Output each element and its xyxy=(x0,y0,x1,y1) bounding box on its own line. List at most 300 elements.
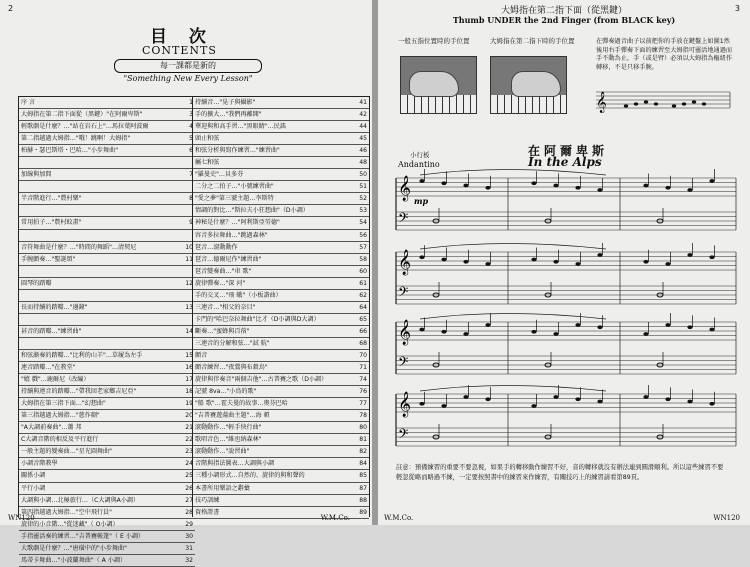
toc-entry-title: 一般主題的變奏曲…"星光圓舞曲" xyxy=(21,448,112,456)
toc-entry-title: 頭止和弦 xyxy=(195,135,220,143)
toc-entry-page: 70 xyxy=(359,351,367,359)
toc-entry-page: 65 xyxy=(359,315,367,323)
note-head xyxy=(553,332,558,336)
toc-row xyxy=(193,266,369,278)
piece-title-en: In the Alps xyxy=(528,155,602,169)
toc-entry-title: "羅曼史"…貝多芬 xyxy=(195,171,244,179)
toc-row xyxy=(19,434,195,446)
toc-entry-page: 78 xyxy=(359,412,367,420)
note-head xyxy=(575,323,580,327)
toc-entry-page: 32 xyxy=(185,556,193,564)
toc-entry-page: 18 xyxy=(185,388,193,396)
toc-entry-title: 大姆指在第三指下面…"幻想曲" xyxy=(21,400,106,408)
toc-entry-page: 4 xyxy=(189,123,193,131)
toc-entry-title: 連音踏瓣…"在教堂" xyxy=(21,364,76,372)
bass-clef-icon: 𝄢 xyxy=(398,284,409,303)
note-head xyxy=(485,186,490,190)
toc-entry-page: 15 xyxy=(185,351,193,359)
toc-entry-page: 76 xyxy=(359,388,367,396)
toc-entry-page: 1 xyxy=(189,99,193,106)
toc-row xyxy=(19,519,195,531)
toc-row xyxy=(19,362,195,374)
note-head xyxy=(575,186,580,190)
toc-entry-page: 41 xyxy=(359,99,367,106)
toc-entry-title: 滾動動作…"說習曲" xyxy=(195,448,250,456)
note-head xyxy=(441,330,446,334)
toc-entry-page: 20 xyxy=(185,412,193,420)
footer-publisher: W.M.Co. xyxy=(320,514,350,522)
toc-entry-page: 8 xyxy=(189,195,193,203)
toc-entry-page: 23 xyxy=(185,448,193,456)
toc-entry-title: 旋律彈奏…"深 河" xyxy=(195,279,246,287)
toc-row xyxy=(19,350,195,362)
treble-clef-icon: 𝄞 xyxy=(398,392,412,417)
note-head xyxy=(597,325,602,329)
toc-row xyxy=(193,133,369,145)
toc-entry-title: 大姆指在第二指下面從（黑鍵）"在阿爾卑斯" xyxy=(21,111,143,119)
toc-row xyxy=(193,422,369,434)
contents-title: 目 次 xyxy=(150,27,214,47)
note-head xyxy=(553,395,558,399)
toc-entry-page: 81 xyxy=(359,436,367,444)
toc-entry-title: 本書所用樂語之辭彙 xyxy=(195,484,250,492)
right-page xyxy=(378,0,750,525)
slur xyxy=(420,244,606,250)
toc-row xyxy=(19,242,195,254)
toc-entry-title: 屬七和弦 xyxy=(195,159,220,167)
toc-entry-title: 資格證書 xyxy=(195,508,220,516)
toc-entry-page: 42 xyxy=(359,111,367,119)
music-score xyxy=(396,166,736,462)
note-head xyxy=(575,397,580,401)
toc-row xyxy=(19,181,195,193)
note-head xyxy=(575,262,580,266)
toc-row xyxy=(193,145,369,157)
note-head xyxy=(531,258,536,262)
toc-row xyxy=(193,109,369,121)
toc-row xyxy=(193,338,369,350)
toc-entry-title: 第二指越過大姆指…"哦！跳啊！大姆指" xyxy=(21,135,131,143)
toc-entry-page: 25 xyxy=(185,472,193,480)
toc-row xyxy=(193,434,369,446)
toc-entry-title: 手指靈活奏的練習…"吉普賽帳篷"（ E 小調） xyxy=(21,532,145,540)
toc-row xyxy=(193,278,369,290)
toc-entry-page: 52 xyxy=(359,195,367,203)
note-head xyxy=(441,404,446,408)
slur xyxy=(420,170,606,176)
toc-entry-page: 56 xyxy=(359,231,367,239)
lesson-title-en: Thumb UNDER the 2nd Finger (from BLACK key) xyxy=(452,15,676,25)
lesson-title: 大姆指在第二指下面（從黑鍵） xyxy=(500,6,627,16)
grand-staff-system xyxy=(396,385,736,446)
toc-row xyxy=(19,470,195,482)
toc-row xyxy=(193,495,369,507)
toc-entry-page: 53 xyxy=(359,207,367,215)
toc-row xyxy=(19,254,195,266)
tempo-chinese: 小行板 xyxy=(410,151,430,159)
toc-entry-page: 80 xyxy=(359,424,367,432)
toc-entry-page: 17 xyxy=(185,376,193,384)
toc-row xyxy=(19,109,195,121)
note-head xyxy=(643,184,648,188)
toc-row xyxy=(19,543,195,555)
toc-entry-title: 卡門的"哈巴奈拉舞曲"比才（D小調與D大調） xyxy=(195,315,320,323)
toc-entry-page: 82 xyxy=(359,448,367,456)
toc-row xyxy=(193,290,369,302)
toc-entry-title: "嬉 戲"…鹿爾尼（改編） xyxy=(21,376,90,384)
treble-clef-icon: 𝄞 xyxy=(398,250,412,275)
hand-position-photo-2 xyxy=(490,56,567,114)
slur xyxy=(420,386,606,392)
left-page xyxy=(0,0,372,564)
toc-row xyxy=(193,362,369,374)
piece-title-cn: 在阿爾卑斯 xyxy=(528,144,609,158)
toc-entry-page: 30 xyxy=(185,532,193,540)
toc-entry-title xyxy=(21,314,181,325)
toc-row xyxy=(19,193,195,205)
note-head xyxy=(709,328,714,332)
toc-entry-title: 二分之二拍子…"小號練習曲" xyxy=(195,183,274,191)
toc-entry-title: 大歌劇是什麼？…"唐璜中的"小步舞曲" xyxy=(21,544,127,552)
motto-banner: 每一課都是新的 xyxy=(114,59,262,73)
toc-entry-title xyxy=(21,290,181,301)
toc-entry-title: 音符舞曲是什麼？…"時間的舞蹈"…清契尼 xyxy=(21,243,137,251)
toc-entry-title: 和弦漸奏的踏瓣…"比利的山羊"…草履為左手 xyxy=(21,351,143,359)
toc-entry-page: 51 xyxy=(359,183,367,191)
toc-row xyxy=(193,193,369,205)
note-head xyxy=(709,402,714,406)
toc-entry-page: 45 xyxy=(359,135,367,143)
exercise-explanation: 在彈奏過音曲子以前把你的手放在鍵盤上如圖1然後用右手彈奏下面的練習至大姆指可靈活地通過而手不動為止，手（或是臂）必須以大姆指為樞紐作轉移，不是只移手腕。 xyxy=(596,38,733,71)
note-head xyxy=(419,179,424,183)
toc-entry-title: 三種小調形式…自然的、旋律的與和聲的 xyxy=(195,472,305,480)
photo-caption-1: 一般五指位置時的手位置 xyxy=(398,37,470,45)
note-head xyxy=(643,395,648,399)
toc-entry-title: 旋律的小音階…"從迷藏"（ O小調） xyxy=(21,520,119,528)
toc-entry-title: 技巧訓練 xyxy=(195,496,220,504)
toc-entry-page: 60 xyxy=(359,267,367,275)
note-head xyxy=(665,397,670,401)
toc-entry-page: 46 xyxy=(359,147,367,155)
note-head xyxy=(531,330,536,334)
toc-entry-title: 琶音…滾動動作 xyxy=(195,243,238,251)
toc-row xyxy=(19,338,195,350)
toc-row xyxy=(193,217,369,229)
toc-entry-title: 大調與小調…北極旅行…（C大調與A小調） xyxy=(21,496,140,504)
toc-entry-page: 24 xyxy=(185,460,193,468)
toc-entry-page: 11 xyxy=(185,255,193,263)
toc-row xyxy=(19,446,195,458)
toc-entry-title: 持續與連音的踏瓣…"帶我回老家鄉吉尼亞" xyxy=(21,388,137,396)
toc-entry-page: 21 xyxy=(185,424,193,432)
toc-entry-title: 長而持續的踏瓣…"邊鐘" xyxy=(21,303,88,311)
toc-entry-page: 3 xyxy=(189,111,193,119)
toc-entry-title: 記號 8va…"小鳥的歌" xyxy=(195,388,257,396)
grand-staff-system xyxy=(396,313,736,374)
toc-row xyxy=(193,97,369,109)
toc-row xyxy=(19,205,195,217)
toc-row xyxy=(19,495,195,507)
toc-entry-page: 54 xyxy=(359,219,367,227)
toc-row xyxy=(19,422,195,434)
toc-row xyxy=(19,507,195,519)
toc-entry-title: 情調的對比…"斯拉夫小狂想曲"（D小調） xyxy=(195,207,309,215)
toc-entry-title: 音階與指法圖表…大調與小調 xyxy=(195,460,275,468)
toc-row xyxy=(19,133,195,145)
toc-row xyxy=(193,398,369,410)
toc-row xyxy=(193,350,369,362)
motto-subtitle: "Something New Every Lesson" xyxy=(123,74,253,83)
toc-entry-page: 13 xyxy=(185,303,193,311)
practice-note: 註意：預備練習的重要不要忽視，如果手的轉移動作練習不好，音的轉移就沒有辦法連到圓滑順利。所以這些練習不要輕忽從略而略過不練，一定要按照書中的練習來作練習，有關技巧上的練習請看第89頁。 xyxy=(396,464,724,481)
toc-row xyxy=(193,205,369,217)
toc-row xyxy=(19,145,195,157)
page-number: 2 xyxy=(8,4,14,13)
toc-row xyxy=(19,169,195,181)
toc-row xyxy=(19,314,195,326)
grand-staff-system xyxy=(396,243,736,304)
slur xyxy=(420,314,606,320)
toc-entry-title: 圓琴的踏瓣 xyxy=(21,279,52,287)
toc-row xyxy=(193,458,369,470)
toc-entry-page: 16 xyxy=(185,364,193,372)
toc-entry-page: 57 xyxy=(359,243,367,251)
toc-row xyxy=(19,326,195,338)
toc-entry-page: 14 xyxy=(185,327,193,335)
toc-entry-title: 手的交叉…"飛 蛾"（小板諧曲） xyxy=(195,291,282,299)
toc-entry-page: 62 xyxy=(359,291,367,299)
toc-entry-page: 28 xyxy=(185,508,193,516)
toc-column-right xyxy=(192,96,370,517)
toc-entry-page: 85 xyxy=(359,472,367,480)
toc-entry-title: 琶音變奏曲…"車 歌" xyxy=(195,267,252,275)
note-head xyxy=(419,328,424,332)
toc-entry-page: 48 xyxy=(359,159,367,167)
note-head xyxy=(441,181,446,185)
toc-entry-title: 序 言 xyxy=(21,99,36,106)
note-head xyxy=(643,260,648,264)
toc-entry-page: 19 xyxy=(185,400,193,408)
toc-row xyxy=(19,97,195,109)
toc-entry-page: 77 xyxy=(359,400,367,408)
toc-entry-page: 89 xyxy=(359,508,367,516)
note-head xyxy=(687,400,692,404)
toc-entry-page: 66 xyxy=(359,327,367,335)
toc-entry-page: 10 xyxy=(185,243,193,251)
toc-entry-page: 7 xyxy=(189,171,193,179)
note-head xyxy=(531,181,536,185)
toc-entry-title: 滾動動作…"輕手快行曲" xyxy=(195,424,262,432)
toc-entry-title: 常用拍子…"農村蚊畫" xyxy=(21,219,82,227)
toc-entry-page: 6 xyxy=(189,147,193,155)
toc-entry-title: "吉普賽遊蕩曲主題"…海 頓 xyxy=(195,412,270,420)
toc-entry-page: 29 xyxy=(185,520,193,528)
toc-entry-page: 31 xyxy=(185,544,193,552)
toc-entry-page: 61 xyxy=(359,279,367,287)
toc-row xyxy=(193,254,369,266)
toc-entry-title: "愛之夢"第三號主題…李斯特 xyxy=(195,195,274,203)
toc-entry-page: 22 xyxy=(185,436,193,444)
toc-entry-title: 三連音的分解和弦…"試 航" xyxy=(195,339,270,347)
toc-entry-title: 手腕顫奏…"聖誕頌" xyxy=(21,255,76,263)
toc-row xyxy=(193,157,369,169)
toc-row xyxy=(193,326,369,338)
toc-entry-title: 華迎與和高手習…"黑眼睛"…民謠 xyxy=(195,123,286,131)
bass-clef-icon: 𝄢 xyxy=(398,210,409,229)
hand-position-photo-1 xyxy=(400,56,477,114)
toc-entry-title: 神秘是什麼？…"阿利斯亞勞德" xyxy=(195,219,280,227)
note-head xyxy=(687,325,692,329)
toc-entry-title: 容音多拉舞曲…"跳過森林" xyxy=(195,231,268,239)
toc-entry-title: 旋律與伴奏音"兩個吉他"…古普賽之歌（D小調） xyxy=(195,376,328,384)
exercise-staff xyxy=(594,84,734,126)
toc-row xyxy=(19,302,195,314)
toc-row xyxy=(19,121,195,133)
toc-entry-title xyxy=(21,157,181,168)
toc-entry-page: 50 xyxy=(359,171,367,179)
toc-entry-page: 9 xyxy=(189,219,193,227)
toc-row xyxy=(193,302,369,314)
note-head xyxy=(665,186,670,190)
note-head xyxy=(553,184,558,188)
tempo-marking: Andantino xyxy=(398,160,440,169)
page-number: 3 xyxy=(734,4,740,13)
toc-entry-title: 斷奏…"蜜蜂與百蓿" xyxy=(195,327,250,335)
toc-entry-title: 和弦分析與寫作練習…"練習曲" xyxy=(195,147,280,155)
toc-entry-title xyxy=(21,181,181,192)
toc-entry-page: 68 xyxy=(359,339,367,347)
note-head xyxy=(687,188,692,192)
note-head xyxy=(643,332,648,336)
toc-row xyxy=(19,217,195,229)
toc-entry-page: 58 xyxy=(359,255,367,263)
toc-row xyxy=(193,314,369,326)
toc-entry-page: 84 xyxy=(359,460,367,468)
note-head xyxy=(665,262,670,266)
note-head xyxy=(553,260,558,264)
toc-row xyxy=(19,290,195,302)
toc-row xyxy=(19,278,195,290)
toc-entry-title xyxy=(21,338,181,349)
toc-entry-title: 加線與加間 xyxy=(21,171,52,179)
note-head xyxy=(463,184,468,188)
toc-entry-title: 顫音 xyxy=(195,351,208,359)
toc-row xyxy=(19,483,195,495)
toc-entry-page: 87 xyxy=(359,484,367,492)
note-head xyxy=(597,253,602,257)
toc-row xyxy=(193,386,369,398)
grand-staff-system xyxy=(396,169,736,230)
note-head xyxy=(687,253,692,257)
toc-row xyxy=(19,531,195,543)
toc-row xyxy=(193,483,369,495)
toc-entry-page: 12 xyxy=(185,279,193,287)
toc-entry-title: 半音階進行…"農村樂" xyxy=(21,195,82,203)
toc-entry-title: 柏赫・瑟巴斯塔・巴哈…"小步舞曲" xyxy=(21,147,119,155)
treble-clef-icon: 𝄞 xyxy=(398,320,412,345)
treble-clef-icon: 𝄞 xyxy=(398,176,412,201)
toc-entry-page: 5 xyxy=(189,135,193,143)
toc-entry-page: 27 xyxy=(185,496,193,504)
toc-row xyxy=(193,242,369,254)
note-head xyxy=(709,179,714,183)
toc-entry-page: 71 xyxy=(359,364,367,372)
toc-row xyxy=(193,121,369,133)
toc-entry-page: 88 xyxy=(359,496,367,504)
toc-row xyxy=(193,181,369,193)
toc-entry-title: 持續音…"晃子與攝影" xyxy=(195,99,256,106)
toc-entry-title: C大調音階的相反及平行進行 xyxy=(21,436,99,444)
toc-entry-title xyxy=(21,266,181,277)
toc-entry-title: 關係小調 xyxy=(21,472,46,480)
toc-entry-title: 甚音的踏瓣…"練習曲" xyxy=(21,327,82,335)
toc-entry-title: 琶音…德爾尼作"練習曲" xyxy=(195,255,262,263)
toc-entry-title: 馬蒂卡舞曲…"小波蘭舞曲"（ A 小調） xyxy=(21,556,127,564)
toc-row xyxy=(19,266,195,278)
toc-entry-page: 26 xyxy=(185,484,193,492)
note-head xyxy=(463,395,468,399)
note-head xyxy=(709,255,714,259)
toc-entry-title: "船 歌"…霍夫曼的故事…奧芬巴哈 xyxy=(195,400,288,408)
toc-entry-title xyxy=(21,205,181,216)
dynamic-marking: mp xyxy=(414,196,429,206)
toc-entry-title: 手的擴大…"我們再離開" xyxy=(195,111,262,119)
toc-row xyxy=(19,458,195,470)
photo-caption-2: 大姆指在第二指下時的手位置 xyxy=(490,37,575,45)
toc-row xyxy=(193,410,369,422)
toc-row xyxy=(193,446,369,458)
toc-row xyxy=(193,230,369,242)
toc-entry-title xyxy=(21,230,181,241)
note-head xyxy=(597,400,602,404)
toc-row xyxy=(193,374,369,386)
toc-row xyxy=(19,157,195,169)
note-head xyxy=(485,397,490,401)
note-head xyxy=(419,255,424,259)
toc-entry-title: 第四指越過大姆指…"空中飛行員" xyxy=(21,508,112,516)
toc-row xyxy=(19,555,195,567)
toc-row xyxy=(193,470,369,482)
note-head xyxy=(485,323,490,327)
toc-row xyxy=(19,398,195,410)
contents-title-en: CONTENTS xyxy=(142,44,217,57)
footer-publisher: W.M.Co. xyxy=(384,514,414,522)
svg-text:𝄞: 𝄞 xyxy=(596,92,607,113)
toc-entry-page: 64 xyxy=(359,303,367,311)
toc-entry-title: 歌唱音色…"維也納森林" xyxy=(195,436,262,444)
note-head xyxy=(463,260,468,264)
note-head xyxy=(485,262,490,266)
note-head xyxy=(531,404,536,408)
note-head xyxy=(419,402,424,406)
toc-entry-page: 44 xyxy=(359,123,367,131)
toc-entry-title: 小調音階教學 xyxy=(21,460,58,468)
toc-entry-title: 顫音練習…"夜鶯與布穀鳥" xyxy=(195,364,268,372)
note-head xyxy=(441,258,446,262)
footer-code: WN120 xyxy=(713,514,740,522)
toc-row xyxy=(19,374,195,386)
note-head xyxy=(597,188,602,192)
bass-clef-icon: 𝄢 xyxy=(398,426,409,445)
footer-code: WN120 xyxy=(8,514,35,522)
toc-row xyxy=(19,386,195,398)
toc-entry-title: 輕歌劇是什麼？…"站在岩石上"…馬拉葉阿波爾 xyxy=(21,123,149,131)
toc-entry-page: 74 xyxy=(359,376,367,384)
toc-entry-title: 三連音…"相父的奈目" xyxy=(195,303,256,311)
toc-entry-title: 平行小調 xyxy=(21,484,46,492)
note-head xyxy=(665,323,670,327)
toc-row xyxy=(19,410,195,422)
